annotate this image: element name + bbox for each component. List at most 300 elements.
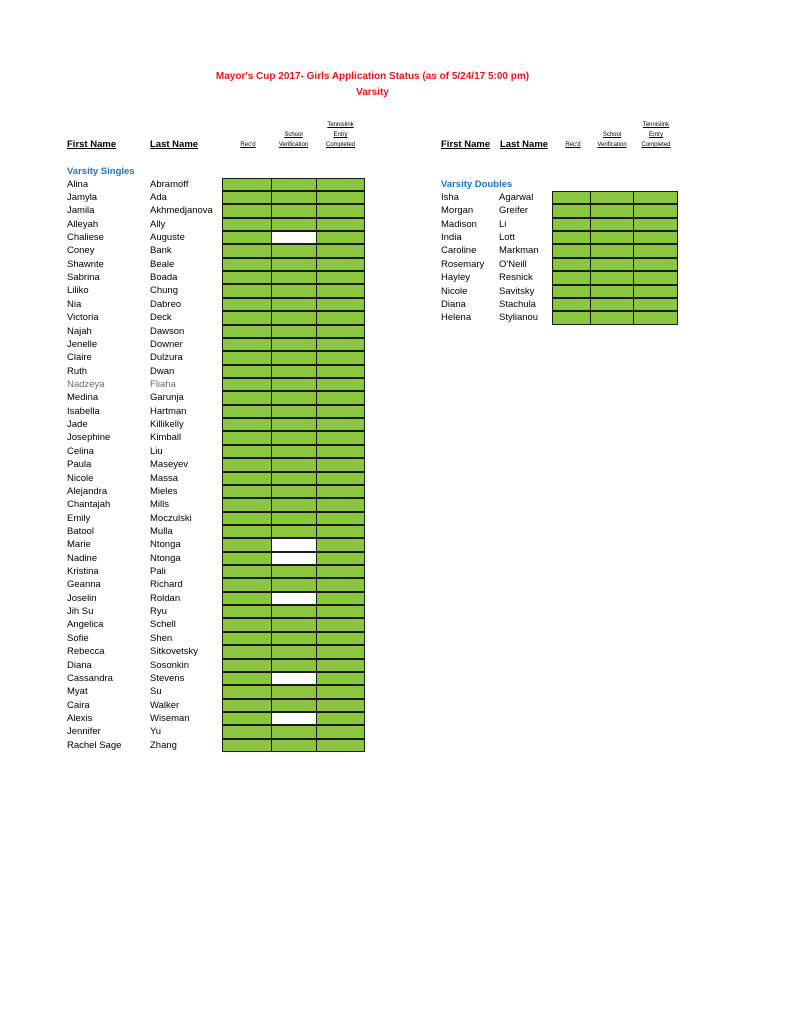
tennislink-status-cell <box>633 231 678 244</box>
first-name-cell: Geanna <box>67 579 101 591</box>
tennislink-status-cell <box>316 485 365 498</box>
first-name-cell: Rosemary <box>441 258 485 270</box>
school-verification-status-cell <box>271 405 317 418</box>
recd-status-cell <box>222 699 272 712</box>
last-name-cell: Ntonga <box>150 552 181 564</box>
first-name-cell: Alexis <box>67 713 93 724</box>
recd-status-cell <box>222 725 272 738</box>
tennislink-status-cell <box>316 618 365 631</box>
table-row <box>0 632 791 645</box>
last-name-cell: Downer <box>150 338 183 350</box>
table-row <box>0 538 791 551</box>
table-row <box>0 458 791 471</box>
school-verification-status-cell <box>271 178 317 191</box>
first-name-cell: Ruth <box>67 365 88 377</box>
school-verification-status-cell <box>271 378 317 391</box>
table-row <box>0 204 791 217</box>
tennislink-status-cell <box>316 498 365 511</box>
first-name-cell: Caira <box>67 699 90 711</box>
recd-status-cell <box>552 298 591 311</box>
last-name-cell: Stylianou <box>499 312 539 324</box>
last-name-cell: Ntonga <box>150 539 181 551</box>
last-name-cell: Sitkovetsky <box>150 646 199 658</box>
tennislink-status-cell <box>633 258 678 271</box>
first-name-cell: Nia <box>67 298 82 310</box>
first-name-cell: Nadzeya <box>67 379 105 390</box>
tennislink-status-cell <box>316 672 365 685</box>
school-verification-status-cell <box>271 632 317 645</box>
school-verification-header-line: School <box>602 132 622 138</box>
school-verification-status-cell <box>271 712 317 725</box>
first-name-cell: Jennifer <box>67 726 101 738</box>
title-line-1: Mayor's Cup 2017- Girls Application Status (as of 5/24/17 5:00 pm) <box>215 71 530 82</box>
last-name-cell: Kimball <box>150 432 182 444</box>
recd-status-cell <box>222 739 272 752</box>
first-name-cell: Chaliese <box>67 232 104 244</box>
school-verification-status-cell <box>271 512 317 525</box>
tennislink-status-cell <box>316 338 365 351</box>
last-name-cell: Stachula <box>499 298 536 310</box>
school-verification-status-cell <box>271 351 317 364</box>
first-name-cell: Myat <box>67 686 88 698</box>
last-name-cell: Walker <box>150 699 180 711</box>
first-name-cell: Morgan <box>441 205 474 217</box>
first-name-cell: Alleyah <box>67 218 99 230</box>
table-row <box>0 659 791 672</box>
first-name-cell: Angelica <box>67 619 104 631</box>
tennislink-header-line: Tennislink <box>327 122 354 128</box>
school-verification-status-cell <box>590 231 634 244</box>
recd-status-cell <box>222 178 272 191</box>
tennislink-status-cell <box>316 378 365 391</box>
school-verification-status-cell <box>271 659 317 672</box>
recd-status-cell <box>222 485 272 498</box>
recd-status-cell <box>552 191 591 204</box>
first-name-cell: Shawnte <box>67 258 104 270</box>
tennislink-status-cell <box>316 525 365 538</box>
last-name-cell: Pali <box>150 566 166 578</box>
first-name-cell: Jamyla <box>67 191 98 203</box>
school-verification-header <box>590 130 634 150</box>
tennislink-status-cell <box>316 405 365 418</box>
table-row <box>0 512 791 525</box>
tennislink-status-cell <box>316 712 365 725</box>
last-name-cell: Roldan <box>150 592 181 604</box>
first-name-cell: Nicole <box>441 285 468 297</box>
school-verification-status-cell <box>271 618 317 631</box>
last-name-cell: Agarwal <box>499 192 534 203</box>
table-row <box>0 645 791 658</box>
last-name-cell: Bank <box>150 245 172 257</box>
recd-status-cell <box>222 525 272 538</box>
table-row <box>0 351 791 364</box>
school-verification-status-cell <box>271 725 317 738</box>
table-row <box>0 552 791 565</box>
recd-status-cell <box>222 645 272 658</box>
last-name-cell: Yu <box>150 726 162 738</box>
recd-status-cell <box>222 712 272 725</box>
title-line-2: Varsity <box>356 87 389 98</box>
recd-status-cell <box>222 592 272 605</box>
recd-status-cell <box>552 311 591 324</box>
table-row <box>0 191 791 204</box>
school-verification-status-cell <box>271 605 317 618</box>
school-verification-status-cell <box>271 498 317 511</box>
recd-status-cell <box>222 391 272 404</box>
recd-status-cell <box>552 231 591 244</box>
table-row <box>0 298 791 311</box>
tennislink-header <box>316 120 365 150</box>
first-name-cell: Helena <box>441 312 472 324</box>
first-name-cell: Diana <box>67 659 92 671</box>
last-name-cell: Li <box>499 218 507 230</box>
table-row <box>0 325 791 338</box>
school-verification-status-cell <box>271 418 317 431</box>
table-row <box>0 672 791 685</box>
first-name-cell: Medina <box>67 392 99 404</box>
tennislink-status-cell <box>316 632 365 645</box>
tennislink-status-cell <box>316 685 365 698</box>
recd-status-cell <box>552 204 591 217</box>
last-name-cell: Lott <box>499 232 515 244</box>
last-name-cell: Dwan <box>150 365 175 377</box>
first-name-cell: Paula <box>67 459 92 471</box>
table-row <box>0 685 791 698</box>
school-verification-status-cell <box>271 365 317 378</box>
recd-status-cell <box>222 445 272 458</box>
last-name-cell: Ada <box>150 191 167 203</box>
table-row <box>0 405 791 418</box>
last-name-cell: Markman <box>499 245 539 257</box>
last-name-cell: Maseyev <box>150 459 189 471</box>
table-row <box>0 712 791 725</box>
school-verification-status-cell <box>590 298 634 311</box>
table-row <box>0 271 791 284</box>
tennislink-status-cell <box>316 552 365 565</box>
tennislink-header-line: Entry <box>648 132 663 138</box>
first-name-cell: Hayley <box>441 272 471 284</box>
school-verification-status-cell <box>590 258 634 271</box>
table-row <box>0 258 791 271</box>
last-name-cell: Schell <box>150 619 176 631</box>
recd-status-cell <box>222 672 272 685</box>
tennislink-status-cell <box>633 191 678 204</box>
tennislink-status-cell <box>316 538 365 551</box>
first-name-cell: Caroline <box>441 245 477 257</box>
first-name-cell: Josephine <box>67 432 111 444</box>
school-verification-status-cell <box>590 218 634 231</box>
last-name-cell: Garunja <box>150 392 184 404</box>
tennislink-status-cell <box>316 592 365 605</box>
table-row <box>0 378 791 391</box>
table-row <box>0 498 791 511</box>
first-name-cell: Joselin <box>67 592 97 604</box>
first-name-cell: Claire <box>67 352 92 364</box>
school-verification-status-cell <box>590 191 634 204</box>
school-verification-status-cell <box>271 431 317 444</box>
recd-status-cell <box>222 351 272 364</box>
first-name-cell: Coney <box>67 245 95 257</box>
school-verification-header-line: Verification <box>597 142 627 148</box>
first-name-header: First Name <box>441 139 491 150</box>
recd-status-cell <box>222 685 272 698</box>
first-name-cell: Alejandra <box>67 485 108 497</box>
first-name-cell: Cassandra <box>67 672 113 684</box>
last-name-cell: Sosonkin <box>150 659 190 671</box>
tennislink-status-cell <box>316 365 365 378</box>
first-name-cell: Madison <box>441 218 477 230</box>
last-name-cell: Greifer <box>499 205 529 217</box>
tennislink-status-cell <box>633 218 678 231</box>
last-name-cell: Dabreo <box>150 298 182 310</box>
first-name-cell: Emily <box>67 512 91 524</box>
tennislink-status-cell <box>316 605 365 618</box>
last-name-cell: Akhmedjanova <box>150 205 213 217</box>
recd-status-cell <box>222 431 272 444</box>
school-verification-status-cell <box>590 244 634 257</box>
last-name-cell: Fliaha <box>150 379 176 390</box>
last-name-cell: Resnick <box>499 272 533 284</box>
tennislink-status-cell <box>633 204 678 217</box>
tennislink-status-cell <box>633 311 678 324</box>
school-verification-header-line: School <box>284 132 303 138</box>
last-name-cell: Zhang <box>150 739 177 751</box>
school-verification-status-cell <box>271 565 317 578</box>
table-row <box>0 592 791 605</box>
recd-header: Rec'd <box>565 142 581 148</box>
school-verification-status-cell <box>271 645 317 658</box>
school-verification-status-cell <box>271 578 317 591</box>
tennislink-status-cell <box>316 725 365 738</box>
last-name-cell: Dulzura <box>150 352 183 364</box>
table-row <box>0 285 791 298</box>
last-name-cell: Abramoff <box>150 178 189 190</box>
table-row <box>0 578 791 591</box>
recd-status-cell <box>222 538 272 551</box>
first-name-cell: Victoria <box>67 312 99 324</box>
first-name-cell: Alina <box>67 178 89 190</box>
tennislink-status-cell <box>316 178 365 191</box>
tennislink-status-cell <box>316 431 365 444</box>
table-row <box>0 725 791 738</box>
table-row <box>0 485 791 498</box>
recd-status-cell <box>222 618 272 631</box>
last-name-cell: Mieles <box>150 485 178 497</box>
school-verification-status-cell <box>271 338 317 351</box>
table-row <box>0 218 791 231</box>
last-name-cell: Auguste <box>150 232 185 244</box>
table-row <box>0 472 791 485</box>
first-name-cell: Najah <box>67 325 92 337</box>
recd-status-cell <box>222 365 272 378</box>
tennislink-status-cell <box>316 445 365 458</box>
table-row <box>0 525 791 538</box>
tennislink-status-cell <box>316 699 365 712</box>
first-name-cell: Rachel Sage <box>67 739 122 751</box>
last-name-cell: Liu <box>150 445 163 457</box>
table-row <box>0 365 791 378</box>
recd-status-cell <box>222 338 272 351</box>
first-name-cell: Nadine <box>67 552 98 564</box>
table-row <box>0 391 791 404</box>
school-verification-status-cell <box>271 592 317 605</box>
recd-status-cell <box>222 498 272 511</box>
last-name-cell: Deck <box>150 312 172 324</box>
table-row <box>0 431 791 444</box>
first-name-cell: Kristina <box>67 566 99 578</box>
varsity-doubles-label: Varsity Doubles <box>441 179 513 190</box>
first-name-cell: Jenelle <box>67 338 98 350</box>
school-verification-status-cell <box>271 445 317 458</box>
last-name-cell: Hartman <box>150 405 187 417</box>
first-name-cell: Batool <box>67 525 94 537</box>
table-row <box>0 311 791 324</box>
recd-status-cell <box>222 472 272 485</box>
recd-status-cell <box>552 218 591 231</box>
recd-status-cell <box>222 458 272 471</box>
last-name-cell: Moczulski <box>150 512 192 524</box>
school-verification-status-cell <box>271 325 317 338</box>
tennislink-status-cell <box>633 244 678 257</box>
recd-status-cell <box>222 578 272 591</box>
table-row <box>0 178 791 191</box>
tennislink-header-line: Tennislink <box>642 122 670 128</box>
recd-header: Rec'd <box>240 142 256 148</box>
tennislink-status-cell <box>316 565 365 578</box>
school-verification-status-cell <box>590 271 634 284</box>
table-row <box>0 739 791 752</box>
tennislink-status-cell <box>633 298 678 311</box>
tennislink-status-cell <box>316 391 365 404</box>
tennislink-status-cell <box>316 512 365 525</box>
first-name-cell: Sabrina <box>67 272 100 284</box>
first-name-cell: Jade <box>67 419 88 431</box>
last-name-header: Last Name <box>500 139 549 150</box>
first-name-cell: Diana <box>441 298 466 310</box>
school-verification-status-cell <box>271 685 317 698</box>
last-name-cell: Beale <box>150 258 175 270</box>
tennislink-status-cell <box>316 472 365 485</box>
first-name-cell: Celina <box>67 445 94 457</box>
tennislink-status-cell <box>316 351 365 364</box>
school-verification-status-cell <box>271 672 317 685</box>
last-name-cell: Su <box>150 686 162 698</box>
school-verification-status-cell <box>590 311 634 324</box>
school-verification-status-cell <box>271 552 317 565</box>
last-name-cell: Ryu <box>150 606 167 618</box>
school-verification-status-cell <box>271 538 317 551</box>
tennislink-header-line: Completed <box>325 142 355 148</box>
recd-status-cell <box>222 552 272 565</box>
school-verification-status-cell <box>271 739 317 752</box>
first-name-header: First Name <box>67 139 117 150</box>
last-name-cell: O'Neill <box>499 258 527 270</box>
last-name-cell: Killikelly <box>150 419 184 431</box>
recd-status-cell <box>222 418 272 431</box>
tennislink-status-cell <box>633 271 678 284</box>
first-name-cell: Sofie <box>67 632 89 644</box>
school-verification-status-cell <box>271 485 317 498</box>
last-name-cell: Savitsky <box>499 285 535 297</box>
table-row <box>0 231 791 244</box>
last-name-cell: Dawson <box>150 325 185 337</box>
first-name-cell: Liliko <box>67 285 89 297</box>
school-verification-status-cell <box>271 391 317 404</box>
first-name-cell: Nicole <box>67 472 94 484</box>
last-name-cell: Ally <box>150 218 166 230</box>
table-row <box>0 338 791 351</box>
recd-status-cell <box>222 325 272 338</box>
table-row <box>0 605 791 618</box>
first-name-cell: Jih Su <box>67 606 94 618</box>
table-row <box>0 699 791 712</box>
varsity-singles-label: Varsity Singles <box>67 166 135 177</box>
table-row <box>0 565 791 578</box>
recd-status-cell <box>552 285 591 298</box>
tennislink-header-line: Completed <box>641 142 671 148</box>
tennislink-status-cell <box>316 418 365 431</box>
first-name-cell: Rebecca <box>67 646 105 658</box>
recd-status-cell <box>222 659 272 672</box>
school-verification-status-cell <box>590 204 634 217</box>
tennislink-header-line: Entry <box>333 132 348 138</box>
tennislink-status-cell <box>316 739 365 752</box>
first-name-cell: Marie <box>67 539 91 551</box>
school-verification-header <box>271 130 316 150</box>
first-name-cell: Chantajah <box>67 499 111 511</box>
table-row <box>0 418 791 431</box>
last-name-cell: Massa <box>150 472 178 484</box>
tennislink-status-cell <box>633 285 678 298</box>
school-verification-status-cell <box>271 472 317 485</box>
recd-status-cell <box>222 405 272 418</box>
school-verification-status-cell <box>590 285 634 298</box>
recd-status-cell <box>552 244 591 257</box>
school-verification-status-cell <box>271 525 317 538</box>
school-verification-header-line: Verification <box>278 142 309 148</box>
table-row <box>0 244 791 257</box>
school-verification-status-cell <box>271 458 317 471</box>
recd-status-cell <box>222 632 272 645</box>
table-row <box>0 618 791 631</box>
last-name-header: Last Name <box>150 139 199 150</box>
tennislink-header <box>634 120 678 150</box>
recd-status-cell <box>222 512 272 525</box>
first-name-cell: Jamila <box>67 205 95 217</box>
recd-status-cell <box>552 271 591 284</box>
first-name-cell: Isabella <box>67 405 100 417</box>
tennislink-status-cell <box>316 645 365 658</box>
first-name-cell: Isha <box>441 192 459 203</box>
last-name-cell: Chung <box>150 285 178 297</box>
tennislink-status-cell <box>316 458 365 471</box>
recd-status-cell <box>552 258 591 271</box>
recd-status-cell <box>222 565 272 578</box>
last-name-cell: Wiseman <box>150 713 190 724</box>
tennislink-status-cell <box>316 578 365 591</box>
last-name-cell: Boada <box>150 272 178 284</box>
last-name-cell: Richard <box>150 579 183 591</box>
first-name-cell: India <box>441 232 462 244</box>
recd-status-cell <box>222 605 272 618</box>
tennislink-status-cell <box>316 325 365 338</box>
table-row <box>0 445 791 458</box>
tennislink-status-cell <box>316 659 365 672</box>
last-name-cell: Mills <box>150 499 169 511</box>
last-name-cell: Stevens <box>150 672 185 684</box>
school-verification-status-cell <box>271 699 317 712</box>
last-name-cell: Shen <box>150 632 173 644</box>
